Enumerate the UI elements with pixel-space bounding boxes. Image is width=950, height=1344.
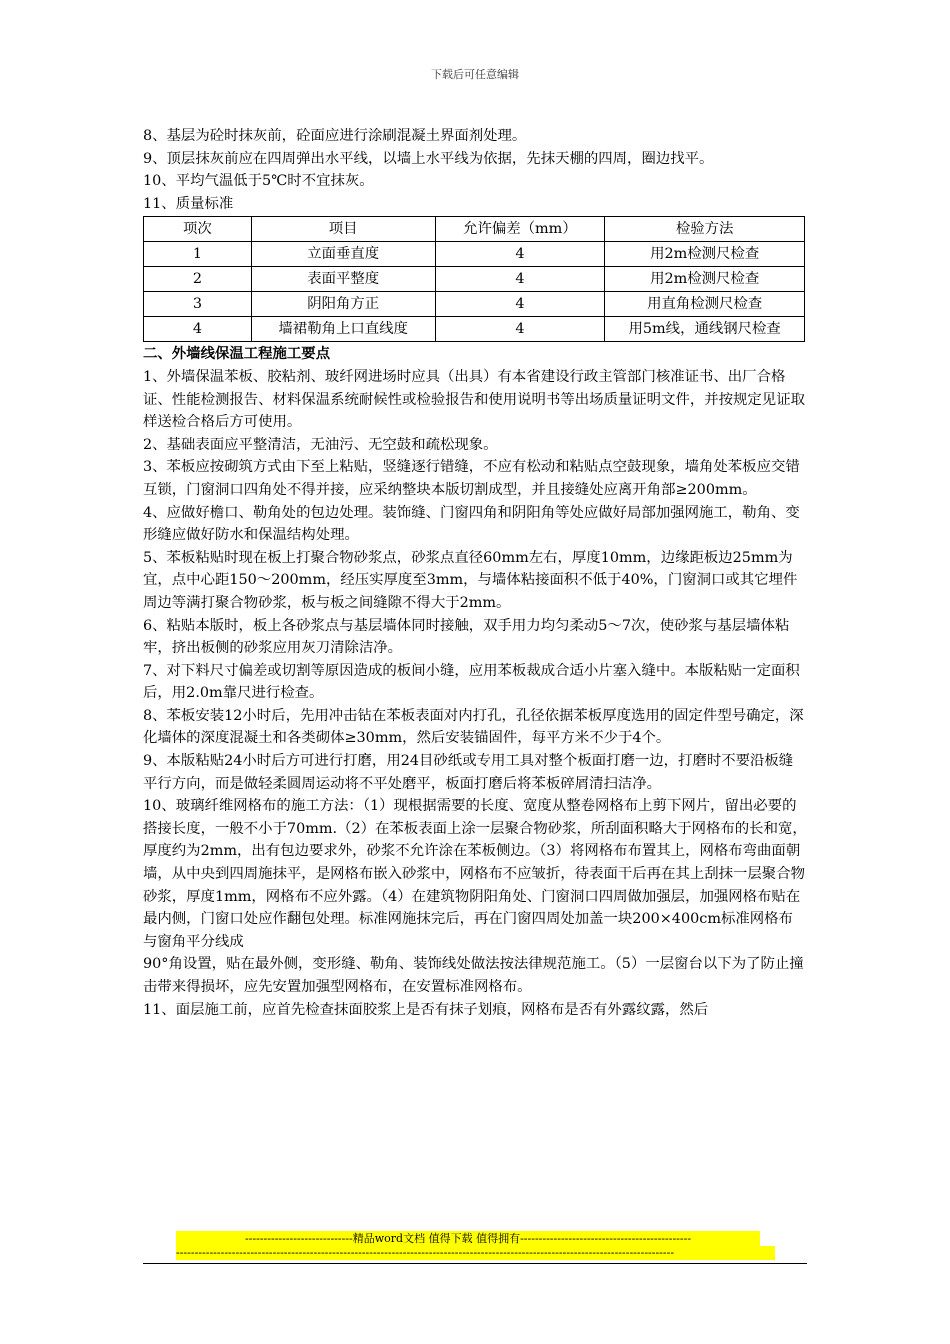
table-header-row [144, 217, 805, 242]
table-cell: 用直角检测尺检查 [605, 292, 805, 317]
table-cell: 4 [435, 292, 605, 317]
paragraph: 10、玻璃纤维网格布的施工方法：（1）现根据需要的长度、宽度从整卷网格布上剪下网片，留出必要的搭接长度，一般不小于70mm.（2）在苯板表面上涂一层聚合物砂浆，所刮面积略大于网格布的长和宽，厚度约为2mm，出有包边要求外，砂浆不允许涂在苯板侧边。（3）将网格布布置其上，网格布弯曲面朝墙，从中央到四周施抹平，是网格布嵌入砂浆中，网格布不应皱折，待表面干后再在其上刮抹一层聚合物砂浆，厚度1mm，网格布不应外露。（4）在建筑物阴阳角处、门窗洞口四周做加强层，加强网格布贴在最内侧，门窗口处应作翻包处理。标准网施抹完后，再在门窗四周处加盖一块200×400cm标准网格布与窗角平分线成 [143, 798, 807, 950]
paragraph: 8、苯板安装12小时后，先用冲击钻在苯板表面对内打孔，孔径依据苯板厚度选用的固定件型号确定，深化墙体的深度混凝土和各类砌体≥30mm，然后安装锚固件，每平方米不少于4个。 [143, 707, 804, 747]
table-cell: 4 [144, 317, 252, 342]
paragraph: 4、应做好檐口、勒角处的包边处理。装饰缝、门窗四角和阴阳角等处应做好局部加强网施工，勒角、变形缝应做好防水和保温结构处理。 [143, 504, 800, 544]
table-header-cell: 检验方法 [605, 217, 805, 242]
paragraph: 9、顶层抹灰前应在四周弹出水平线，以墙上水平线为依据，先抹天棚的四周，圈边找平。 [143, 150, 714, 167]
footer-dashes: -------------------------------------------------------------------------------------------------------------------------------------- [176, 1246, 775, 1260]
table-header-cell: 允许偏差（mm） [435, 217, 605, 242]
table-header-cell: 项目 [251, 217, 435, 242]
paragraph: 5、苯板粘贴时现在板上打聚合物砂浆点，砂浆点直径60mm左右，厚度10mm，边缘距板边25mm为宜，点中心距150～200mm，经压实厚度至3mm，与墙体粘接面积不低于40%，门窗洞口或其它埋件周边等满打聚合物砂浆，板与板之间缝隙不得大于2mm。 [143, 549, 798, 611]
paragraph: 11、面层施工前，应首先检查抹面胶浆上是否有抹子划痕，网格布是否有外露纹露，然后 [143, 1001, 709, 1018]
paragraph: 11、质量标准 [143, 195, 234, 212]
table-cell: 1 [144, 242, 252, 267]
table-cell: 用5m线，通线钢尺检查 [605, 317, 805, 342]
table-header-cell: 项次 [144, 217, 252, 242]
footer-rule [143, 1263, 807, 1264]
paragraph: 6、粘贴本版时，板上各砂浆点与基层墙体同时接触，双手用力均匀柔动5～7次，使砂浆与基层墙体粘牢，挤出板侧的砂浆应用灰刀清除洁净。 [143, 617, 790, 657]
footer-banner: -----------------------------精品word文档 值得下载 值得拥有---------------------------------------------- [176, 1231, 760, 1246]
table-cell: 表面平整度 [251, 267, 435, 292]
section-heading: 二、外墙线保温工程施工要点 [143, 345, 331, 363]
table-cell: 4 [435, 242, 605, 267]
paragraph: 1、外墙保温苯板、胶粘剂、玻纤网进场时应具（出具）有本省建设行政主管部门核准证书、出厂合格证、性能检测报告、材料保温系统耐候性或检验报告和使用说明书等出场质量证明文件，并按规定见证取样送检合格后方可使用。 [143, 368, 805, 431]
table-cell: 墙裙勒角上口直线度 [251, 317, 435, 342]
table-row [144, 292, 805, 317]
table-cell: 用2m检测尺检查 [605, 267, 805, 292]
paragraph: 7、对下料尺寸偏差或切割等原因造成的板间小缝，应用苯板裁成合适小片塞入缝中。本版粘贴一定面积后，用2.0m靠尺进行检查。 [143, 662, 800, 702]
quality-standard-table [143, 216, 805, 342]
document-body [143, 125, 807, 1021]
paragraph: 2、基础表面应平整清洁，无油污、无空鼓和疏松现象。 [143, 436, 498, 453]
table-cell: 3 [144, 292, 252, 317]
paragraph: 3、苯板应按砌筑方式由下至上粘贴，竖缝逐行错缝，不应有松动和粘贴点空鼓现象，墙角处苯板应交错互锁，门窗洞口四角处不得并接，应采纳整块本版切割成型，并且接缝处应离开角部≥200mm。 [143, 459, 800, 498]
table-cell: 阴阳角方正 [251, 292, 435, 317]
paragraph: 90°角设置，贴在最外侧，变形缝、勒角、装饰线处做法按法律规范施工。（5）一层窗台以下为了防止撞击带来得损坏，应先安置加强型网格布，在安置标准网格布。 [143, 956, 804, 995]
page-header: 下载后可任意编辑 [431, 68, 519, 81]
table-cell: 用2m检测尺检查 [605, 242, 805, 267]
table-cell: 4 [435, 267, 605, 292]
table-row [144, 317, 805, 342]
table-cell: 4 [435, 317, 605, 342]
table-cell: 立面垂直度 [251, 242, 435, 267]
table-cell: 2 [144, 267, 252, 292]
paragraph: 8、基层为砼时抹灰前，砼面应进行涂刷混凝土界面剂处理。 [143, 128, 527, 144]
paragraph: 9、本版粘贴24小时后方可进行打磨，用24目砂纸或专用工具对整个板面打磨一边，打磨时不要沿板缝平行方向，而是做轻柔圆周运动将不平处磨平，板面打磨后将苯板碎屑清扫洁净。 [143, 753, 794, 792]
table-row [144, 267, 805, 292]
table-row [144, 242, 805, 267]
paragraph: 10、平均气温低于5℃时不宜抹灰。 [143, 173, 374, 190]
